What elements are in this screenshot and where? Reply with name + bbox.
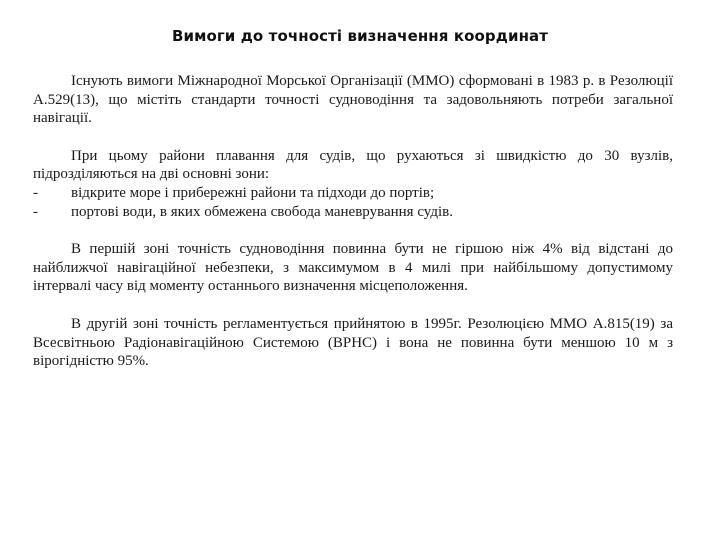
paragraph-second-zone: В другій зоні точність регламентується прийнятою в 1995г. Резолюцією ММО А.815(19) за Всесвітньою Радіонавігаційною Системою (ВРНС) і вона не повинна бути меншою 10 м з вірогідністю 95%. — [33, 315, 673, 370]
list-item — [33, 184, 673, 203]
list-marker: - — [33, 184, 38, 201]
paragraph-zones-intro: При цьому райони плавання для судів, що рухаються зі швидкістю до 30 вузлів, підрозділяються на дві основні зони: — [33, 147, 673, 183]
paragraph-imo-requirements: Існують вимоги Міжнародної Морської Організації (ММО) сформовані в 1983 р. в Резолюції А.529(13), що містіть стандарти точності судноводіння та задовольняють потреби загальної навігації. — [33, 73, 673, 127]
list-item-text: відкрите море і прибережні райони та підходи до портів; — [71, 184, 435, 201]
paragraph-zones — [33, 147, 673, 221]
list-marker: - — [33, 203, 38, 220]
list-item-text: портові води, в яких обмежена свобода маневрування судів. — [71, 203, 453, 220]
zones-list — [33, 184, 673, 221]
list-item — [33, 203, 673, 222]
paragraph-first-zone: В першій зоні точність судноводіння повинна бути не гіршою ніж 4% від відстані до найближчої навігаційної небезпеки, з максимумом в 4 милі при найбільшому допустимому інтервалі часу від моменту останнього визначення місцеположення. — [33, 241, 673, 295]
slide-body — [33, 72, 673, 371]
page-title: Вимоги до точності визначення координат — [171, 27, 549, 45]
